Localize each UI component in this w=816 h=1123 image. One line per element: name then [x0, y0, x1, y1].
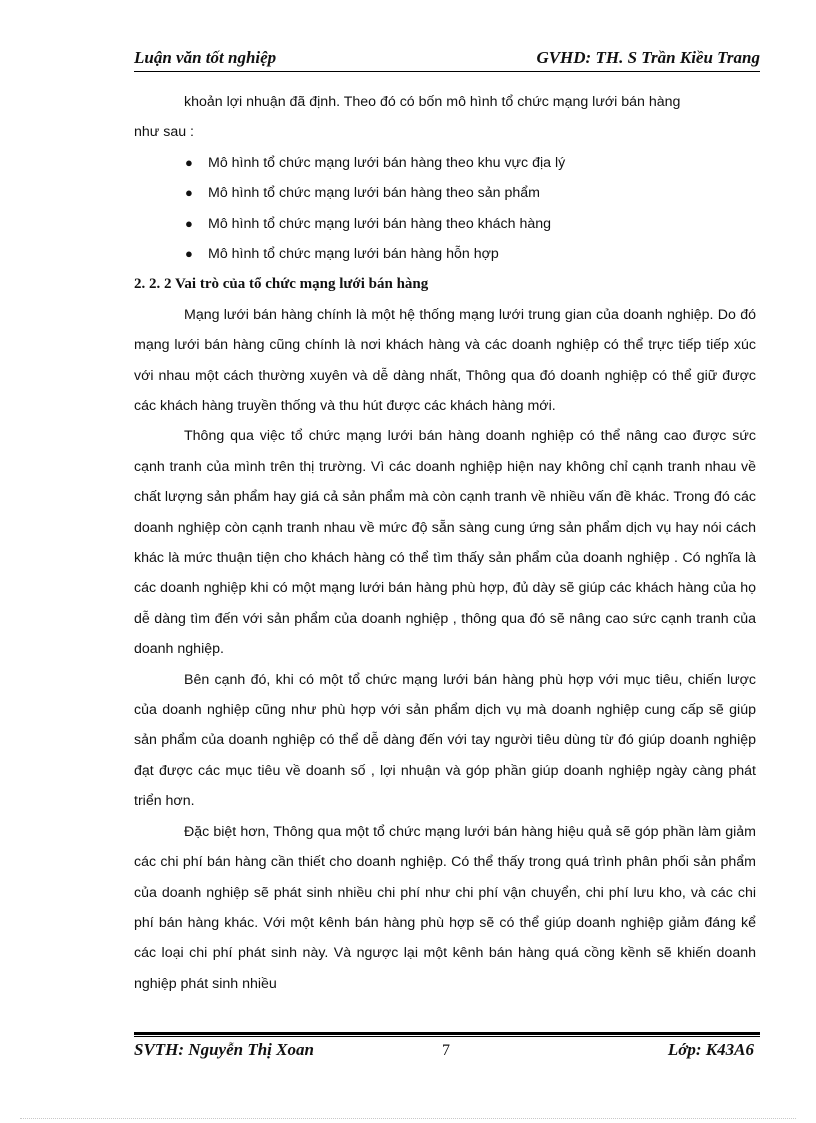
list-item: ● Mô hình tổ chức mạng lưới bán hàng theo khách hàng	[134, 209, 756, 239]
list-item: ● Mô hình tổ chức mạng lưới bán hàng theo khu vực địa lý	[134, 148, 756, 178]
page-footer	[134, 1040, 760, 1064]
header-thesis-title: Luận văn tốt nghiệp	[134, 48, 277, 67]
page-header	[134, 48, 760, 72]
paragraph: Bên cạnh đó, khi có một tổ chức mạng lưới bán hàng phù hợp với mục tiêu, chiến lược của doanh nghiệp cũng như phù hợp với sản phẩm dịch vụ mà doanh nghiệp cung cấp sẽ giúp sản phẩm của doanh nghiệp có thể dễ dàng đến với tay người tiêu dùng từ đó giúp doanh nghiệp đạt được các mục tiêu về doanh số , lợi nhuận và góp phần giúp doanh nghiệp ngày càng phát triển hơn.	[134, 671, 756, 810]
paragraph: Mạng lưới bán hàng chính là một hệ thống mạng lưới trung gian của doanh nghiệp. Do đó mạng lưới bán hàng cũng chính là nơi khách hàng và các doanh nghiệp có thể trực tiếp tiếp xúc với nhau một cách thường xuyên và dễ dàng nhất, Thông qua đó doanh nghiệp có thể giữ được các khách hàng truyền thống và thu hút được các khách hàng mới.	[134, 306, 756, 414]
page-number: 7	[442, 1042, 450, 1059]
intro-line-1: khoản lợi nhuận đã định. Theo đó có bốn mô hình tổ chức mạng lưới bán hàng	[184, 94, 681, 110]
intro-line-2: như sau :	[134, 124, 194, 141]
section-heading: 2. 2. 2 Vai trò của tổ chức mạng lưới bán hàng	[134, 276, 429, 293]
header-rule	[134, 71, 760, 72]
header-advisor: GVHD: TH. S Trần Kiều Trang	[536, 48, 760, 67]
list-item: ● Mô hình tổ chức mạng lưới bán hàng theo sản phẩm	[134, 178, 756, 208]
bullet-icon: ●	[185, 185, 193, 201]
bullet-icon: ●	[185, 154, 193, 170]
paragraph: Đặc biệt hơn, Thông qua một tổ chức mạng lưới bán hàng hiệu quả sẽ góp phần làm giảm các chi phí bán hàng cần thiết cho doanh nghiệp. Có thể thấy trong quá trình phân phối sản phẩm của doanh nghiệp sẽ phát sinh nhiều chi phí như chi phí vận chuyển, chi phí lưu kho, và các chi phí bán hàng khác. Với một kênh bán hàng phù hợp sẽ có thể giúp doanh nghiệp giảm đáng kể các loại chi phí phát sinh này. Và ngược lại một kênh bán hàng quá cồng kềnh sẽ khiến doanh nghiệp phát sinh nhiều	[134, 823, 756, 992]
list-item: ● Mô hình tổ chức mạng lưới bán hàng hỗn hợp	[134, 239, 756, 269]
footer-rule-thin	[134, 1036, 760, 1037]
page-body	[134, 87, 756, 999]
bullet-icon: ●	[185, 245, 193, 261]
footer-rule-thick	[134, 1032, 760, 1035]
model-list	[134, 148, 756, 270]
paragraph: Thông qua việc tổ chức mạng lưới bán hàng doanh nghiệp có thể nâng cao được sức cạnh tranh của mình trên thị trường. Vì các doanh nghiệp hiện nay không chỉ cạnh tranh nhau về chất lượng sản phẩm hay giá cả sản phẩm mà còn cạnh tranh về nhiều vấn đề khác. Trong đó các doanh nghiệp còn cạnh tranh nhau về mức độ sẵn sàng cung ứng sản phẩm dịch vụ hay nói cách khác là mức thuận tiện cho khách hàng có thể tìm thấy sản phẩm của doanh nghiệp . Có nghĩa là các doanh nghiệp khi có một mạng lưới bán hàng phù hợp, đủ dày sẽ giúp các khách hàng của họ dễ dàng tìm đến với sản phẩm của doanh nghiệp , thông qua đó sẽ nâng cao sức cạnh tranh của doanh nghiệp.	[134, 428, 756, 658]
page-edge-divider	[20, 1118, 796, 1119]
footer-student: SVTH: Nguyễn Thị Xoan	[134, 1040, 314, 1059]
bullet-icon: ●	[185, 215, 193, 231]
footer-class: Lớp: K43A6	[667, 1040, 754, 1059]
